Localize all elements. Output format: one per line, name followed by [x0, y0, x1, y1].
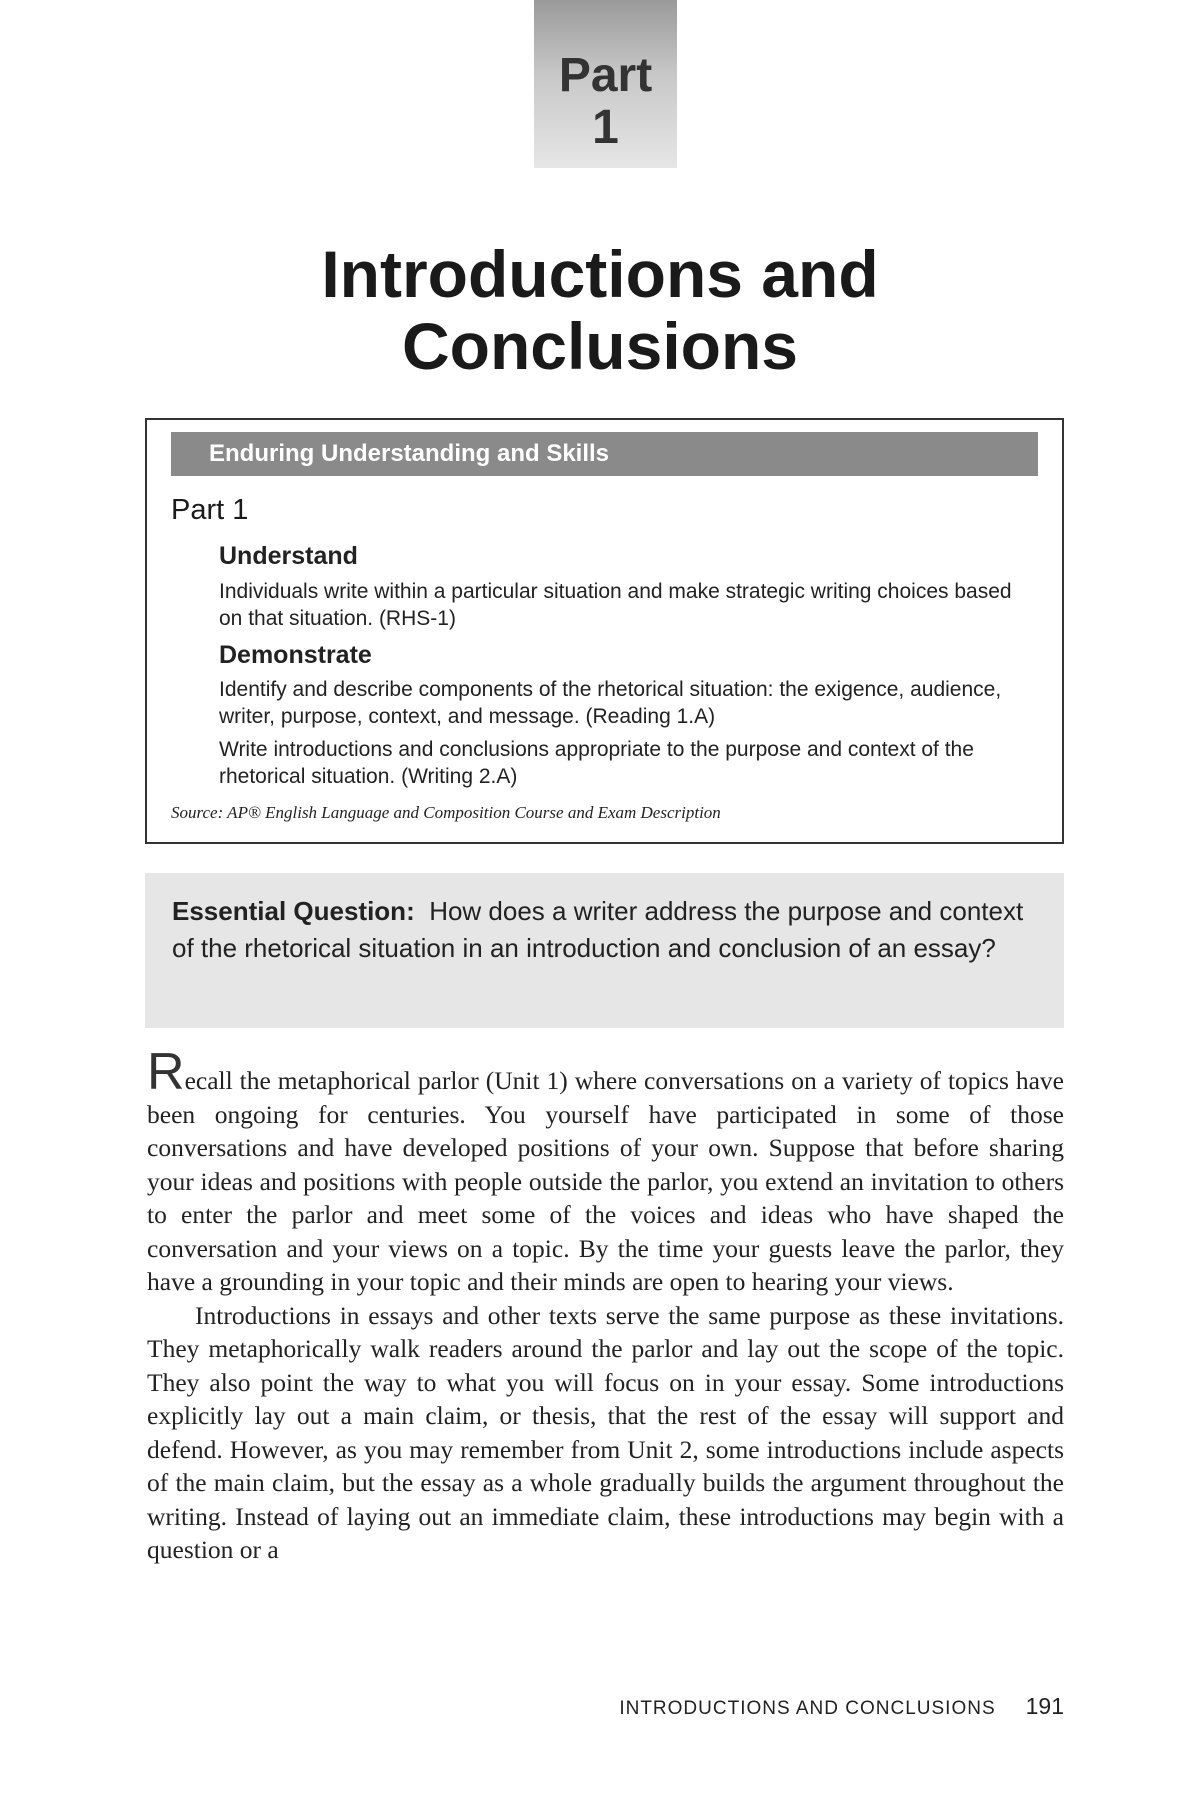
demonstrate-heading: Demonstrate [219, 641, 372, 669]
chapter-title [0, 238, 1200, 382]
essential-question-label: Essential Question: [172, 896, 415, 926]
demonstrate-item-2: Write introductions and conclusions appropriate to the purpose and context of the rhetorical situation. (Writing 2.A) [219, 738, 974, 788]
body-paragraph-1-text: ecall the metaphorical parlor (Unit 1) where conversations on a variety of topics have been ongoing for centuries. You yourself have participated in some of those conversations and have developed positions of your own. Suppose that before sharing your ideas and positions with people outside the parlor, you extend an invitation to others to enter the parlor and meet some of the voices and ideas who have shaped the conversation and your views on a topic. By the time your guests leave the parlor, they have a grounding in your topic and their minds are open to hearing your views. [147, 1066, 1064, 1296]
drop-cap: R [147, 1043, 185, 1101]
source-citation: Source: AP® English Language and Composition Course and Exam Description [171, 803, 721, 822]
body-paragraph-2: Introductions in essays and other texts serve the same purpose as these invitations. They metaphorically walk readers around the parlor and lay out the scope of the topic. They also point the way to what you will focus on in your essay. Some introductions explicitly lay out a main claim, or thesis, that the rest of the essay will support and defend. However, as you may remember from Unit 2, some introductions include aspects of the main claim, but the essay as a whole gradually builds the argument throughout the writing. Instead of laying out an immediate claim, these introductions may begin with a question or a [147, 1300, 1064, 1564]
enduring-part-label: Part 1 [171, 494, 249, 526]
part-tab-number: 1 [592, 101, 619, 154]
page-footer [619, 1693, 1064, 1720]
understand-heading: Understand [219, 542, 358, 570]
body-text [147, 1043, 1064, 1567]
chapter-title-line2: Conclusions [401, 309, 799, 383]
essential-question-text: How does a writer address the purpose and context of the rhetorical situation in an introduction and conclusion of an essay? [172, 896, 1024, 963]
understand-text: Individuals write within a particular situation and make strategic writing choices based on that situation. (RHS-1) [219, 580, 1012, 630]
demonstrate-item-1: Identify and describe components of the rhetorical situation: the exigence, audience, writer, purpose, context, and message. (Reading 1.A) [219, 678, 1002, 728]
enduring-understanding-box [145, 418, 1064, 844]
part-tab [534, 0, 677, 168]
essential-question-box [145, 873, 1064, 1028]
part-tab-word: Part [558, 49, 653, 102]
running-head: INTRODUCTIONS AND CONCLUSIONS [619, 1698, 996, 1719]
page-number: 191 [1025, 1693, 1064, 1719]
body-paragraph-1 [147, 1043, 1064, 1299]
chapter-title-line1: Introductions and [321, 237, 879, 311]
enduring-understanding-bar: Enduring Understanding and Skills [171, 432, 1038, 476]
